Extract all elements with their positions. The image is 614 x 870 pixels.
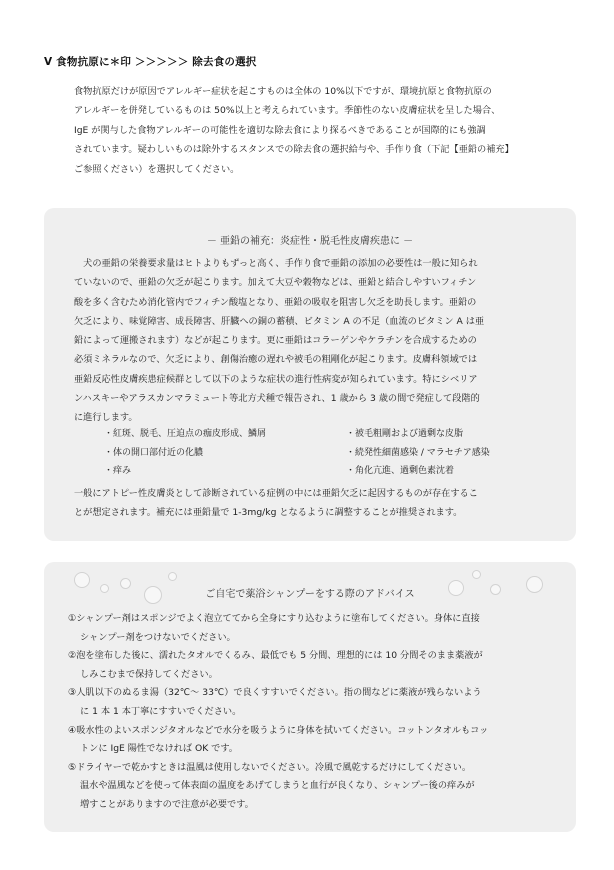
symptom-item: ・紅斑、脱毛、圧迫点の痂皮形成、鱗屑 (104, 429, 267, 439)
zinc-line: 必須ミネラルなので、欠乏により、創傷治癒の遅れや被毛の粗剛化が起こります。皮膚科領域では (74, 354, 478, 366)
advice-line: ③人肌以下のぬるま湯（32℃～ 33℃）で良くすすいでください。指の間などに薬液が残らないよう (68, 687, 482, 699)
symptom-column-right (346, 425, 490, 481)
bubble-decoration (168, 572, 177, 581)
zinc-line: に進行します。 (74, 412, 138, 424)
intro-line: ご参照ください）を選択してください。 (74, 163, 240, 175)
symptom-item: ・体の開口部付近の化膿 (104, 447, 204, 458)
advice-line: ②泡を塗布した後に、濡れたタオルでくるみ、最低でも 5 分間、理想的には 10 分間そのまま薬液が (68, 650, 483, 662)
advice-line: ④吸水性のよいスポンジタオルなどで水分を吸うように身体を拭いてください。コットンタオルもコッ (68, 724, 489, 736)
shampoo-advice-list (68, 610, 568, 815)
advice-line: シャンプー剤をつけないでください。 (80, 631, 236, 643)
shampoo-advice-box (44, 562, 576, 832)
zinc-line: 亜鉛反応性皮膚疾患症候群として以下のような症状の進行性病変が知られています。特にシベリア (74, 373, 478, 385)
symptom-item: ・角化亢進、過剰色素沈着 (346, 466, 455, 476)
zinc-line: 鉛によって運搬されます）などが起こります。更に亜鉛はコラーゲンやケラチンを合成するための (74, 335, 477, 347)
bubble-decoration (472, 570, 481, 579)
advice-line: に 1 本 1 本丁寧にすすいでください。 (80, 705, 242, 717)
zinc-supplement-box (44, 208, 576, 541)
shampoo-box-title: ご自宅で薬浴シャンプーをする際のアドバイス (205, 589, 415, 600)
zinc-line: 犬の亜鉛の栄養要求量はヒトよりもずっと高く、手作り食で亜鉛の添加の必要性は一般に知られ (74, 258, 478, 269)
intro-line: IgE が関与した食物アレルギーの可能性を適切な除去食により探るべきであることが国際的にも強調 (74, 124, 486, 136)
symptom-item: ・痒み (104, 466, 132, 476)
advice-line: ①シャンプー剤はスポンジでよく泡立ててから全身にすり込むように塗布してください。身体に直接 (68, 613, 480, 624)
advice-line: トンに IgE 陽性でなければ OK です。 (80, 743, 238, 755)
zinc-body (74, 254, 554, 428)
zinc-footer-line: 一般にアトピー性皮膚炎として診断されている症例の中には亜鉛欠乏に起因するものが存在するこ (74, 488, 478, 499)
advice-line: ⑤ドライヤーで乾かすときは温風は使用しないでください。冷風で風乾するだけにしてください。 (68, 761, 472, 773)
zinc-line: ていないので、亜鉛の欠乏が起こります。加えて大豆や穀物などは、亜鉛と結合しやすいフィチン (74, 277, 477, 289)
symptom-item: ・被毛粗剛および過剰な皮脂 (346, 429, 464, 439)
zinc-box-title: － 亜鉛の補充：炎症性・脱毛性皮膚疾患に － (206, 236, 414, 247)
symptom-item: ・続発性細菌感染 / マラセチア感染 (346, 447, 490, 458)
intro-line: 食物抗原だけが原因でアレルギー症状を起こすものは全体の 10%以下ですが、環境抗原と食物抗原の (74, 86, 492, 97)
zinc-line: 酸を多く含むため消化管内でフィチン酸塩となり、亜鉛の吸収を阻害し欠乏を助長します。亜鉛の (74, 296, 477, 308)
symptom-column-left (104, 425, 266, 481)
zinc-line: 欠乏により、味覚障害、成長障害、肝臓への銅の蓄積、ビタミン A の不足（血流のビタミン A は亜 (74, 315, 485, 327)
zinc-line: ンハスキーやアラスカンマラミュート等北方犬種で報告され、1 歳から 3 歳の間で発症して段階的 (74, 393, 480, 405)
advice-line: 増すことがありますので注意が必要です。 (80, 798, 254, 810)
intro-line: アレルギーを併発しているものは 50%以上と考えられています。季節性のない皮膚症状を呈した場合、 (74, 105, 501, 117)
advice-line: しみこむまで保持してください。 (80, 668, 218, 680)
intro-line: されています。疑わしいものは除外するスタンスでの除去食の選択給与や、手作り食（下記【亜鉛の補充】 (74, 144, 514, 156)
intro-paragraph (74, 82, 574, 179)
zinc-footer (74, 484, 554, 523)
advice-line: 温水や温風などを使って体表面の温度をあげてしまうと血行が良くなり、シャンプー後の痒みが (80, 780, 475, 792)
zinc-footer-line: とが想定されます。補充には亜鉛量で 1-3mg/kg となるように調整することが推奨されます。 (74, 507, 463, 519)
section-title: V 食物抗原に＊印 ＞＞＞＞＞ 除去食の選択 (44, 56, 257, 68)
